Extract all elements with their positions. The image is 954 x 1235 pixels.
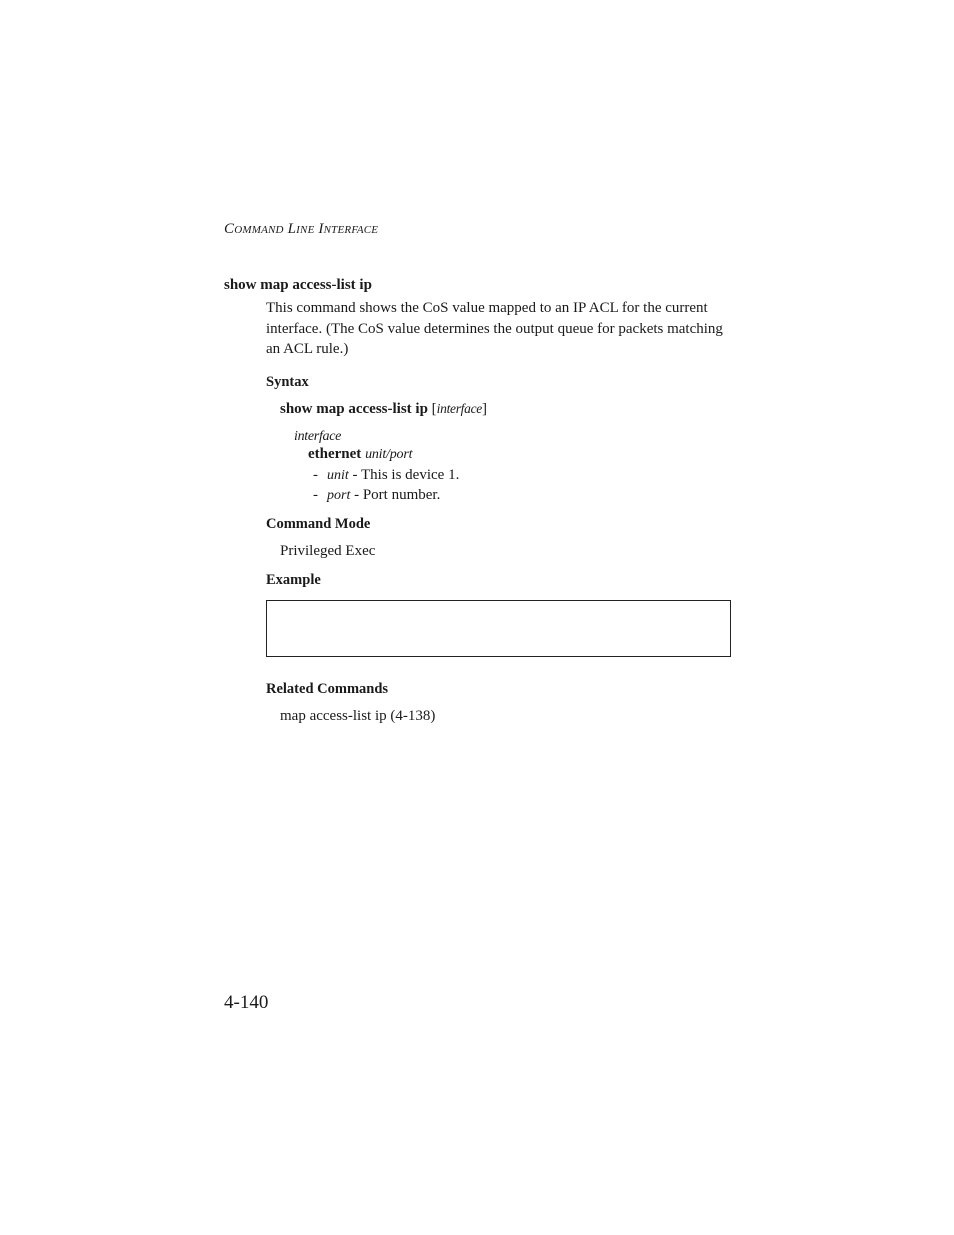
command-description: This command shows the CoS value mapped to an IP ACL for the current interface. (The CoS value determines the output queue for packets matching an ACL rule.): [266, 300, 723, 357]
param-ethernet-args: unit/port: [365, 447, 413, 462]
bullet-dash: -: [313, 467, 318, 483]
syntax-close-bracket: ]: [481, 401, 487, 417]
example-code-box: [266, 600, 731, 657]
bullet-term: unit: [327, 468, 349, 483]
related-commands-heading: Related Commands: [266, 681, 389, 697]
syntax-command-name: show map access-list ip: [280, 401, 428, 417]
param-interface-name: interface: [294, 429, 342, 444]
param-ethernet-keyword: ethernet: [308, 446, 362, 462]
syntax-command-param: interface: [436, 401, 482, 416]
syntax-command: [280, 401, 487, 418]
bullet-term: port: [327, 488, 351, 503]
bullet-dash: -: [313, 487, 318, 503]
related-command-link: map access-list ip (4-138): [280, 708, 436, 724]
param-ethernet-line: [308, 446, 412, 463]
running-header: Command Line Interface: [224, 221, 379, 237]
bullet-text: - This is device 1.: [348, 467, 460, 483]
command-mode-heading: Command Mode: [266, 516, 371, 532]
syntax-open-bracket: [: [427, 401, 437, 417]
param-bullet-port: [313, 487, 440, 504]
command-title: show map access-list ip: [224, 277, 372, 293]
param-bullet-unit: [313, 467, 459, 484]
syntax-heading: Syntax: [266, 374, 309, 390]
command-mode-value: Privileged Exec: [280, 543, 376, 559]
bullet-text: - Port number.: [350, 487, 441, 503]
page-number: 4-140: [224, 992, 269, 1013]
example-heading: Example: [266, 572, 321, 588]
